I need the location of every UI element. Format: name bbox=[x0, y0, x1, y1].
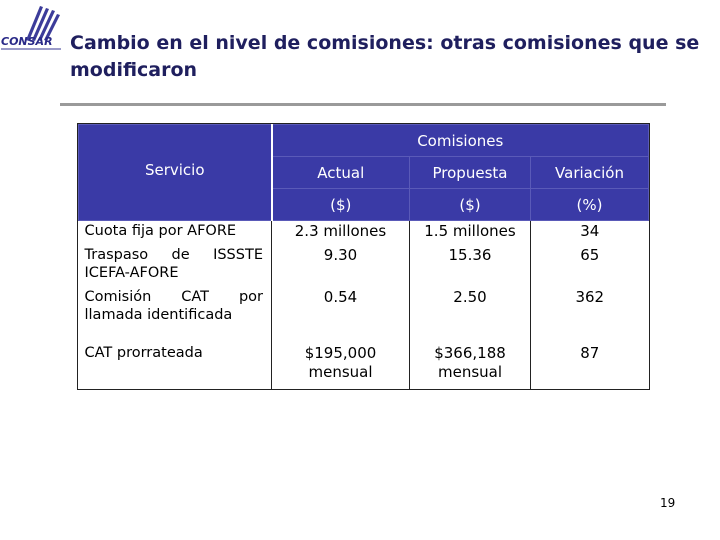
comisiones-table bbox=[78, 124, 649, 390]
propuesta-cell: 1.5 millones bbox=[410, 221, 531, 247]
column-header-actual: Actual bbox=[272, 157, 410, 189]
page-number: 19 bbox=[660, 496, 676, 510]
unit-actual: ($) bbox=[272, 189, 410, 221]
column-header-propuesta: Propuesta bbox=[410, 157, 531, 189]
variacion-cell: 34 bbox=[580, 222, 600, 240]
variacion-cell: 362 bbox=[575, 288, 605, 306]
table-row bbox=[79, 221, 649, 247]
servicio-header: Servicio bbox=[79, 125, 272, 221]
page-title: Cambio en el nivel de comisiones: otras comisiones que se modificaron bbox=[70, 32, 700, 81]
actual-cell: 2.3 millones bbox=[272, 221, 410, 247]
propuesta-cell: $366,188 mensual bbox=[410, 340, 531, 390]
servicio-cell: Comisión CAT por llamada identificada bbox=[79, 286, 272, 340]
variacion-cell: 65 bbox=[580, 246, 600, 264]
actual-cell: 9.30 bbox=[272, 246, 410, 286]
title-divider bbox=[60, 103, 666, 106]
consar-logo bbox=[0, 0, 66, 56]
servicio-cell: CAT prorrateada bbox=[79, 340, 272, 390]
column-header-variacion: Variación bbox=[531, 157, 649, 189]
actual-cell: 0.54 bbox=[272, 286, 410, 340]
unit-propuesta: ($) bbox=[410, 189, 531, 221]
propuesta-cell: 2.50 bbox=[410, 286, 531, 340]
propuesta-cell: 15.36 bbox=[410, 246, 531, 286]
servicio-cell: Traspaso de ISSSTE ICEFA-AFORE bbox=[79, 246, 272, 286]
actual-cell: $195,000 mensual bbox=[272, 340, 410, 390]
unit-variacion: (%) bbox=[531, 189, 649, 221]
table-row bbox=[79, 340, 649, 390]
table-row bbox=[79, 246, 649, 286]
variacion-cell: 87 bbox=[580, 344, 600, 362]
consar-logo-text: CONSAR bbox=[1, 35, 53, 48]
comisiones-group-header: Comisiones bbox=[272, 125, 649, 157]
table-row bbox=[79, 286, 649, 340]
servicio-cell: Cuota fija por AFORE bbox=[79, 221, 272, 247]
